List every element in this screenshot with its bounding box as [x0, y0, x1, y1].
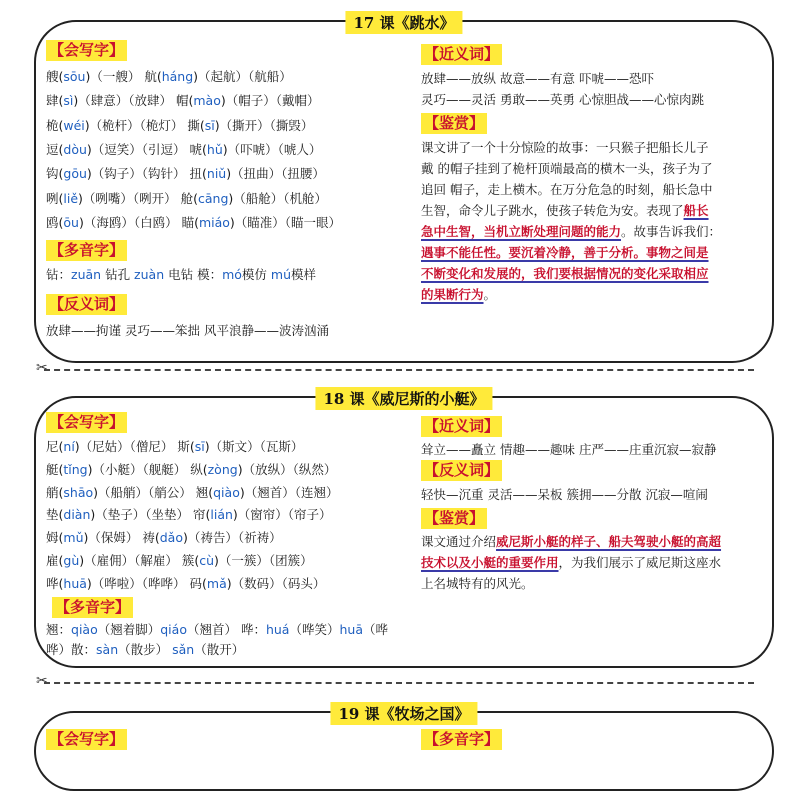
lesson18-title: 18 课《威尼斯的小艇》: [315, 387, 492, 410]
l19-write-header: 【会写字】: [46, 729, 127, 750]
scissors-icon: ✂: [36, 360, 48, 376]
write-line: 姆(mǔ)（保姆） 祷(dǎo)（祷告）（祈祷）: [46, 530, 282, 546]
l18-write-header: 【会写字】: [46, 412, 127, 433]
l18-syn-line: 耸立——矗立 情趣——趣味 庄严——庄重沉寂—寂静: [421, 442, 717, 457]
l18-appr-header: 【鉴赏】: [421, 508, 487, 529]
write-line: 鸥(ōu)（海鸥）（白鸥） 瞄(miáo)（瞄准）（瞄一眼）: [46, 214, 342, 230]
write-line: 艘(sōu)（一艘） 航(háng)（起航）（航船）: [46, 69, 292, 84]
l18-anto-header: 【反义词】: [421, 460, 502, 481]
l17-syn-header: 【近义词】: [421, 44, 502, 65]
lesson19-card: [34, 705, 774, 791]
l18-poly-line-1: 翘：qiào（翘着脚）qiáo（翘首） 哗：huá（哗笑）huā（哗: [46, 622, 389, 637]
cut-line: [44, 682, 754, 684]
write-line: 咧(liě)（咧嘴）（咧开） 舱(cāng)（船舱）（机舱）: [46, 190, 328, 206]
l17-anto-header: 【反义词】: [46, 294, 127, 315]
l18-anto-line: 轻快—沉重 灵活——呆板 簇拥——分散 沉寂—喧闹: [421, 487, 708, 502]
lesson17-title: 17 课《跳水》: [345, 11, 462, 34]
write-line: 逗(dòu)（逗笑）（引逗） 唬(hǔ)（吓唬）（唬人）: [46, 141, 322, 157]
l17-poly-header: 【多音字】: [46, 240, 127, 261]
l17-syn-line-2: 灵巧——灵活 勇敢——英勇 心惊胆战——心惊肉跳: [421, 92, 704, 107]
write-line: 钩(gōu)（钩子）（钩针） 扭(niǔ)（扭曲）（扭腰）: [46, 166, 325, 182]
write-line: 哗(huā)（哗啦）（哗哗） 码(mǎ)（数码）（码头）: [46, 575, 326, 591]
write-line: 桅(wéi)（桅杆）（桅灯） 撕(sī)（撕开）（撕毁）: [46, 117, 314, 133]
l18-poly-line-2: 哗）散：sàn（散步） sǎn（散开）: [46, 642, 245, 657]
cut-line: [44, 369, 754, 371]
l17-anto-line: 放肆——拘谨 灵巧——笨拙 风平浪静——波涛汹涌: [46, 323, 329, 338]
l17-write-header: 【会写字】: [46, 40, 127, 61]
write-line: 艇(tǐng)（小艇）（舰艇） 纵(zòng)（放纵）（纵然）: [46, 461, 337, 477]
l17-appr-header: 【鉴赏】: [421, 113, 487, 134]
lesson19-title: 19 课《牧场之国》: [330, 702, 477, 725]
write-line: 肆(sì)（肆意）（放肆） 帽(mào)（帽子）（戴帽）: [46, 93, 320, 109]
write-line: 尼(ní)（尼姑）（僧尼） 斯(sī)（斯文）（瓦斯）: [46, 439, 304, 454]
write-line: 雇(gù)（雇佣）（解雇） 簇(cù)（一簇）（团簇）: [46, 553, 313, 568]
scissors-icon: ✂: [36, 673, 48, 689]
l17-appr-paragraph: 课文讲了一个十分惊险的故事：一只猴子把船长儿子 戴 的帽子挂到了桅杆顶端最高的横木一头，孩子为了 追回 帽子，走上横木。在万分危急的时刻，船长急中 生智，命令儿子跳水，使孩子转危为安。表现了船长 急中生智，当机立断处理问题的能力。故事告诉我们： 遇事不能任性。要沉着冷静，善于分析。事物之间是 不断变化和发展的，我们要根据情况的变化采取相应 的果断行为。: [421, 140, 722, 302]
l17-syn-line-1: 放肆——放纵 故意——有意 吓唬——恐吓: [421, 71, 654, 86]
l19-poly-header: 【多音字】: [421, 729, 502, 750]
l17-poly-line: 钻：zuān 钻孔 zuàn 电钻 模：mó模仿 mú模样: [46, 267, 317, 282]
write-line: 垫(diàn)（垫子）（坐垫） 帘(lián)（窗帘）（帘子）: [46, 507, 332, 523]
l18-syn-header: 【近义词】: [421, 416, 502, 437]
write-line: 艄(shāo)（船艄）（艄公） 翘(qiào)（翘首）（连翘）: [46, 484, 339, 500]
l18-appr-paragraph: 课文通过介绍威尼斯小艇的样子、船夫驾驶小艇的高超 技术以及小艇的重要作用，为我们展示了威尼斯这座水 上名城特有的风光。: [421, 534, 722, 591]
l18-poly-header: 【多音字】: [52, 597, 133, 618]
